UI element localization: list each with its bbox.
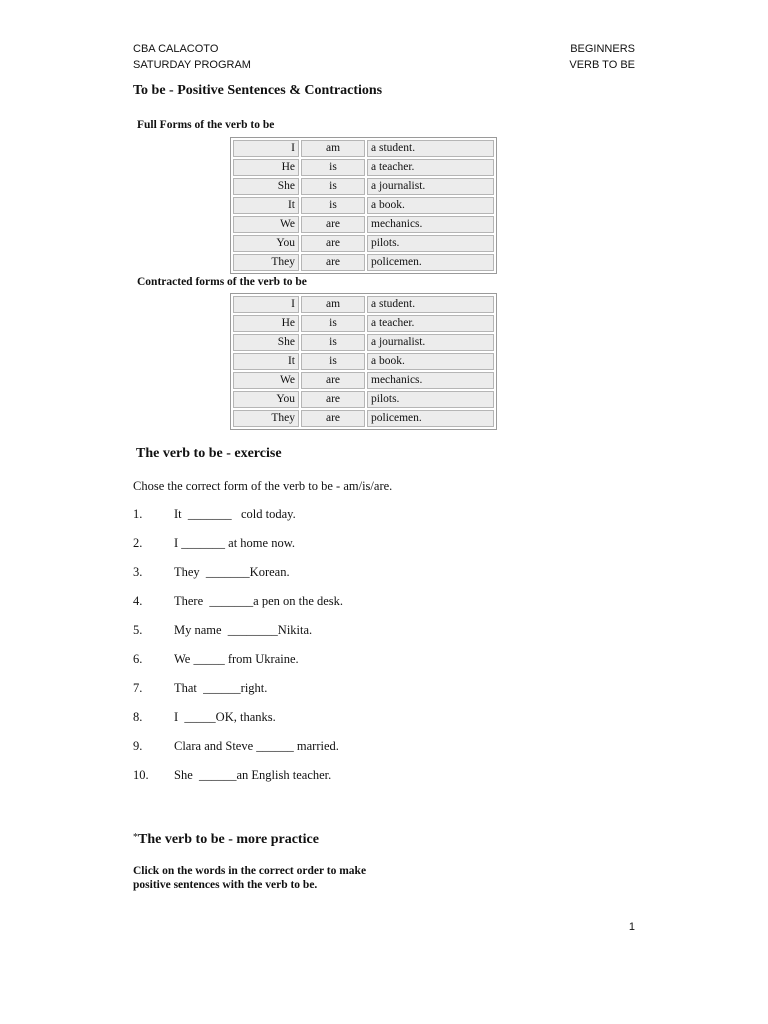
item-number: 3.: [133, 565, 143, 579]
header-right: [569, 41, 635, 73]
program-name: SATURDAY PROGRAM: [133, 59, 251, 71]
full-forms-table: [230, 137, 497, 274]
table-row: [233, 372, 494, 389]
topic-name: VERB TO BE: [569, 59, 635, 71]
cell-complement: a book.: [367, 353, 494, 370]
cell-pronoun: I: [233, 140, 299, 157]
item-sentence: Clara and Steve ______ married.: [174, 739, 339, 753]
cell-verb: are: [301, 254, 365, 271]
item-sentence: She ______an English teacher.: [174, 768, 332, 782]
cell-verb: is: [301, 159, 365, 176]
cell-verb: are: [301, 235, 365, 252]
item-sentence: That ______right.: [174, 681, 268, 695]
cell-complement: mechanics.: [367, 372, 494, 389]
cell-complement: a student.: [367, 140, 494, 157]
cell-complement: a teacher.: [367, 315, 494, 332]
full-forms-heading: Full Forms of the verb to be: [137, 119, 275, 131]
exercise-title: The verb to be - exercise: [136, 446, 282, 461]
cell-verb: is: [301, 334, 365, 351]
cell-pronoun: We: [233, 216, 299, 233]
item-sentence: We _____ from Ukraine.: [174, 652, 299, 666]
cell-complement: mechanics.: [367, 216, 494, 233]
cell-verb: are: [301, 410, 365, 427]
cell-verb: am: [301, 296, 365, 313]
cell-complement: a student.: [367, 296, 494, 313]
practice-instruction-line-2: positive sentences with the verb to be.: [133, 879, 318, 891]
cell-pronoun: She: [233, 178, 299, 195]
level-name: BEGINNERS: [570, 43, 635, 55]
cell-complement: pilots.: [367, 235, 494, 252]
item-number: 6.: [133, 652, 143, 666]
item-number: 2.: [133, 536, 143, 550]
cell-verb: is: [301, 197, 365, 214]
cell-complement: a journalist.: [367, 334, 494, 351]
item-sentence: I _______ at home now.: [174, 536, 296, 550]
item-number: 5.: [133, 623, 143, 637]
table-row: [233, 159, 494, 176]
page-number: 1: [628, 921, 635, 933]
exercise-instruction: Chose the correct form of the verb to be - am/is/are.: [133, 479, 393, 493]
cell-pronoun: They: [233, 410, 299, 427]
item-number: 10.: [133, 768, 149, 782]
cell-complement: policemen.: [367, 254, 494, 271]
cell-complement: a teacher.: [367, 159, 494, 176]
cell-verb: is: [301, 178, 365, 195]
item-sentence: They _______Korean.: [174, 565, 290, 579]
practice-title-block: [133, 832, 319, 848]
header-left: [133, 41, 251, 73]
item-number: 1.: [133, 507, 143, 521]
page-title: To be - Positive Sentences & Contractions: [133, 83, 383, 98]
asterisk: *: [133, 832, 138, 843]
table-row: [233, 410, 494, 427]
table-row: [233, 216, 494, 233]
cell-pronoun: He: [233, 159, 299, 176]
table-row: [233, 235, 494, 252]
cell-complement: a journalist.: [367, 178, 494, 195]
cell-complement: policemen.: [367, 410, 494, 427]
table-row: [233, 197, 494, 214]
cell-pronoun: It: [233, 353, 299, 370]
cell-pronoun: You: [233, 235, 299, 252]
table-row: [233, 140, 494, 157]
cell-verb: are: [301, 391, 365, 408]
table-row: [233, 315, 494, 332]
item-sentence: I _____OK, thanks.: [174, 710, 276, 724]
cell-pronoun: He: [233, 315, 299, 332]
table-row: [233, 353, 494, 370]
cell-complement: pilots.: [367, 391, 494, 408]
table-row: [233, 391, 494, 408]
item-sentence: It _______ cold today.: [174, 507, 296, 521]
cell-verb: is: [301, 353, 365, 370]
practice-title: The verb to be - more practice: [138, 832, 319, 847]
cell-pronoun: We: [233, 372, 299, 389]
practice-instruction-line-1: Click on the words in the correct order to make: [133, 865, 367, 877]
item-number: 7.: [133, 681, 143, 695]
cell-pronoun: They: [233, 254, 299, 271]
table-row: [233, 178, 494, 195]
practice-instruction: [133, 864, 366, 892]
cell-verb: is: [301, 315, 365, 332]
school-name: CBA CALACOTO: [133, 43, 219, 55]
contracted-forms-heading: Contracted forms of the verb to be: [137, 276, 307, 288]
table-row: [233, 334, 494, 351]
cell-pronoun: I: [233, 296, 299, 313]
item-number: 9.: [133, 739, 143, 753]
cell-pronoun: She: [233, 334, 299, 351]
cell-pronoun: It: [233, 197, 299, 214]
cell-complement: a book.: [367, 197, 494, 214]
cell-pronoun: You: [233, 391, 299, 408]
contracted-forms-table: [230, 293, 497, 430]
item-sentence: There _______a pen on the desk.: [174, 594, 344, 608]
item-number: 8.: [133, 710, 143, 724]
item-number: 4.: [133, 594, 143, 608]
cell-verb: are: [301, 372, 365, 389]
cell-verb: am: [301, 140, 365, 157]
cell-verb: are: [301, 216, 365, 233]
item-sentence: My name ________Nikita.: [174, 623, 313, 637]
table-row: [233, 296, 494, 313]
table-row: [233, 254, 494, 271]
